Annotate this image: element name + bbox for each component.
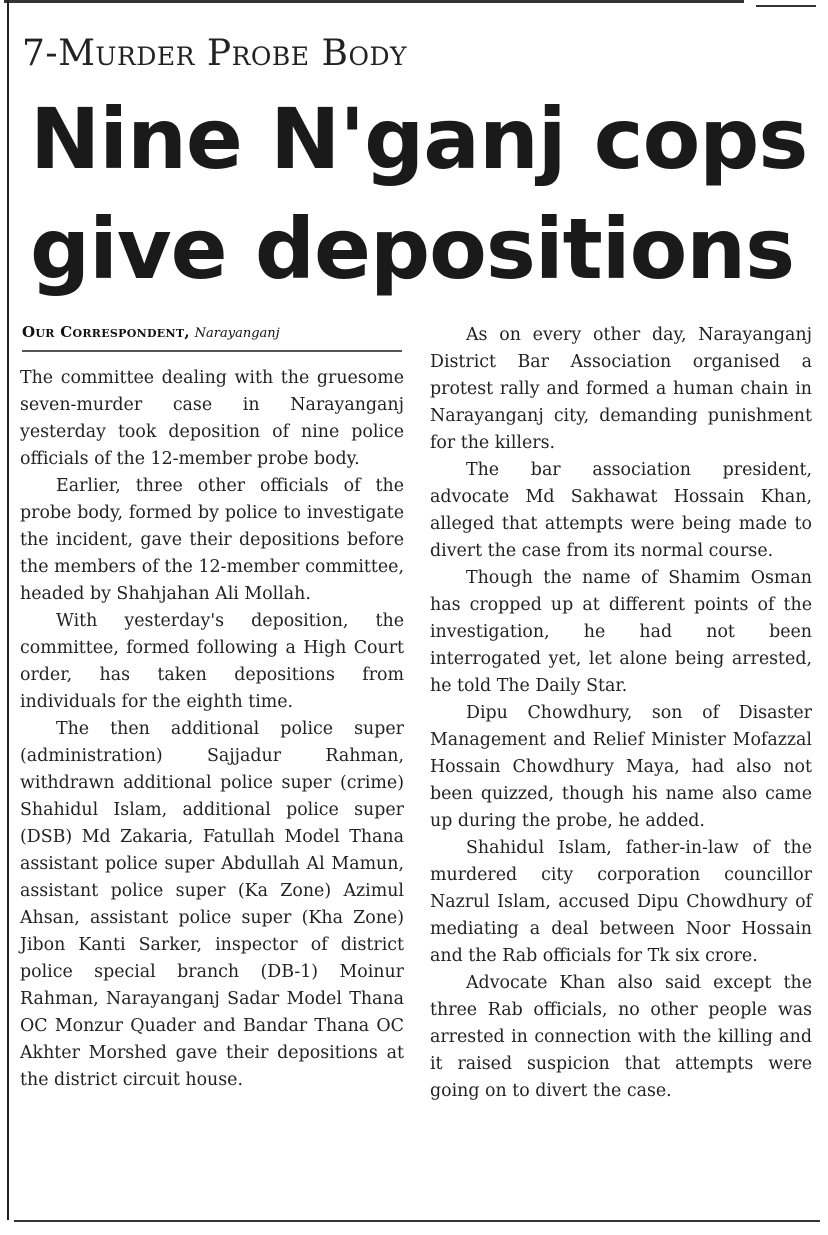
body-paragraph: The then additional police super (administration) Sajjadur Rahman, withdrawn additional police super (crime) Shahidul Islam, additional police super (DSB) Md Zakaria, Fatullah Model Thana assistant police super Abdullah Al Mamun, assistant police super (Ka Zone) Azimul Ahsan, assistant police super (Kha Zone) Jibon Kanti Sarker, inspector of district police special branch (DB-1) Moinur Rahman, Narayanganj Sadar Model Thana OC Monzur Quader and Bandar Thana OC Akhter Morshed gave their depositions at the district circuit house. bbox=[20, 719, 404, 1090]
byline-name: Our Correspondent, bbox=[22, 323, 190, 341]
body-paragraph: Earlier, three other officials of the probe body, formed by police to investigate the incident, gave their depositions before the members of the 12-member committee, headed by Shahjahan Ali Mollah. bbox=[20, 476, 404, 604]
body-paragraph: As on every other day, Narayanganj District Bar Association organised a protest rally and formed a human chain in Narayanganj city, demanding punishment for the killers. bbox=[430, 325, 812, 453]
body-paragraph: Dipu Chowdhury, son of Disaster Management and Relief Minister Mofazzal Hossain Chowdhury Maya, had also not been quizzed, though his name also came up during the probe, he added. bbox=[430, 703, 812, 831]
byline-place: Narayanganj bbox=[194, 326, 280, 341]
body-column-left bbox=[20, 365, 404, 1094]
left-border-rule bbox=[7, 0, 9, 1220]
body-paragraph: The bar association president, advocate Md Sakhawat Hossain Khan, alleged that attempts were being made to divert the case from its normal course. bbox=[430, 460, 812, 561]
body-paragraph: The committee dealing with the gruesome seven-murder case in Narayanganj yesterday took deposition of nine police officials of the 12-member probe body. bbox=[20, 368, 404, 469]
top-corner-rule bbox=[756, 0, 816, 7]
byline bbox=[22, 322, 280, 344]
body-paragraph: Advocate Khan also said except the three Rab officials, no other people was arrested in connection with the killing and it raised suspicion that attempts were going on to divert the case. bbox=[430, 973, 812, 1101]
body-paragraph: With yesterday's deposition, the committee, formed following a High Court order, has taken depositions from individuals for the eighth time. bbox=[20, 611, 404, 712]
body-paragraph: Though the name of Shamim Osman has cropped up at different points of the investigation, he had not been interrogated yet, let alone being arrested, he told The Daily Star. bbox=[430, 568, 812, 696]
headline-line-1: Nine N'ganj cops bbox=[30, 90, 808, 188]
top-border-rule bbox=[4, 0, 744, 3]
headline-line-2: give depositions bbox=[30, 200, 795, 298]
article-kicker: 7-Murder Probe Body bbox=[22, 33, 407, 74]
byline-divider bbox=[22, 350, 402, 352]
body-column-right bbox=[430, 322, 812, 1105]
article-headline bbox=[30, 84, 820, 304]
bottom-border-rule bbox=[14, 1220, 820, 1222]
body-paragraph: Shahidul Islam, father-in-law of the murdered city corporation councillor Nazrul Islam, accused Dipu Chowdhury of mediating a deal between Noor Hossain and the Rab officials for Tk six crore. bbox=[430, 838, 812, 966]
